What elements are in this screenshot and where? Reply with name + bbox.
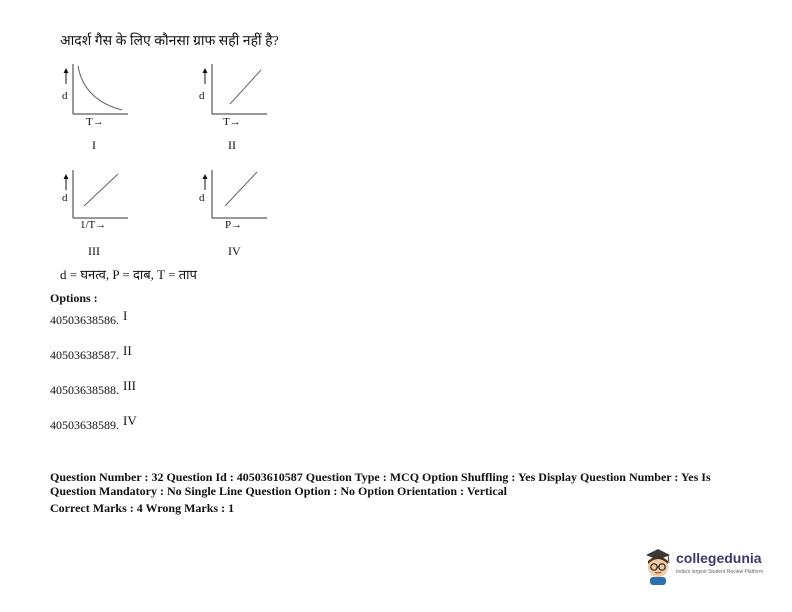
logo-name: collegedunia [676,550,762,566]
graph-4-label: IV [228,244,241,258]
graph-2-ylabel: d [199,90,205,102]
graph-3 [56,168,146,260]
question-metadata [50,470,750,515]
metadata-line-1: Question Number : 32 Question Id : 40503610587 Question Type : MCQ Option Shuffling : Yes Display Question Number : Yes Is [50,470,711,484]
graph-3-xlabel: 1/T→ [80,219,107,231]
option-3-id: 40503638588. [50,383,119,397]
graph-4-ylabel: d [199,192,205,204]
option-1-id: 40503638586. [50,313,119,327]
graph-3-plot [56,168,146,260]
option-1[interactable] [50,308,128,328]
graph-4 [195,168,285,260]
graph-4-xlabel: P→ [225,219,243,231]
metadata-line-3: Correct Marks : 4 Wrong Marks : 1 [50,501,235,515]
student-mascot-icon [642,546,674,586]
graph-2-label: II [228,138,236,152]
option-4-value: IV [123,413,137,428]
option-2-value: II [123,343,132,358]
option-2[interactable] [50,343,132,363]
option-4[interactable] [50,413,137,433]
graph-1 [56,62,146,154]
graph-3-label: III [88,244,100,258]
graph-1-xlabel: T→ [86,116,104,128]
collegedunia-logo[interactable] [642,546,782,586]
logo-tagline: India's largest Student Review Platform [676,569,764,575]
option-3-value: III [123,378,136,393]
symbol-legend: d = घनत्व, P = दाब, T = ताप [60,267,197,282]
option-1-value: I [123,308,128,323]
graph-3-ylabel: d [62,192,68,204]
graph-1-ylabel: d [62,90,68,102]
metadata-line-2: Question Mandatory : No Single Line Question Option : No Option Orientation : Vertical [50,484,508,498]
options-title: Options : [50,291,98,305]
graph-1-label: I [92,138,96,152]
graph-2-plot [195,62,285,154]
graph-2 [195,62,285,154]
option-4-id: 40503638589. [50,418,119,432]
graph-1-plot [56,62,146,154]
graph-2-xlabel: T→ [223,116,241,128]
question-text: आदर्श गैस के लिए कौनसा ग्राफ सही नहीं है? [60,34,279,49]
option-2-id: 40503638587. [50,348,119,362]
option-3[interactable] [50,378,136,398]
